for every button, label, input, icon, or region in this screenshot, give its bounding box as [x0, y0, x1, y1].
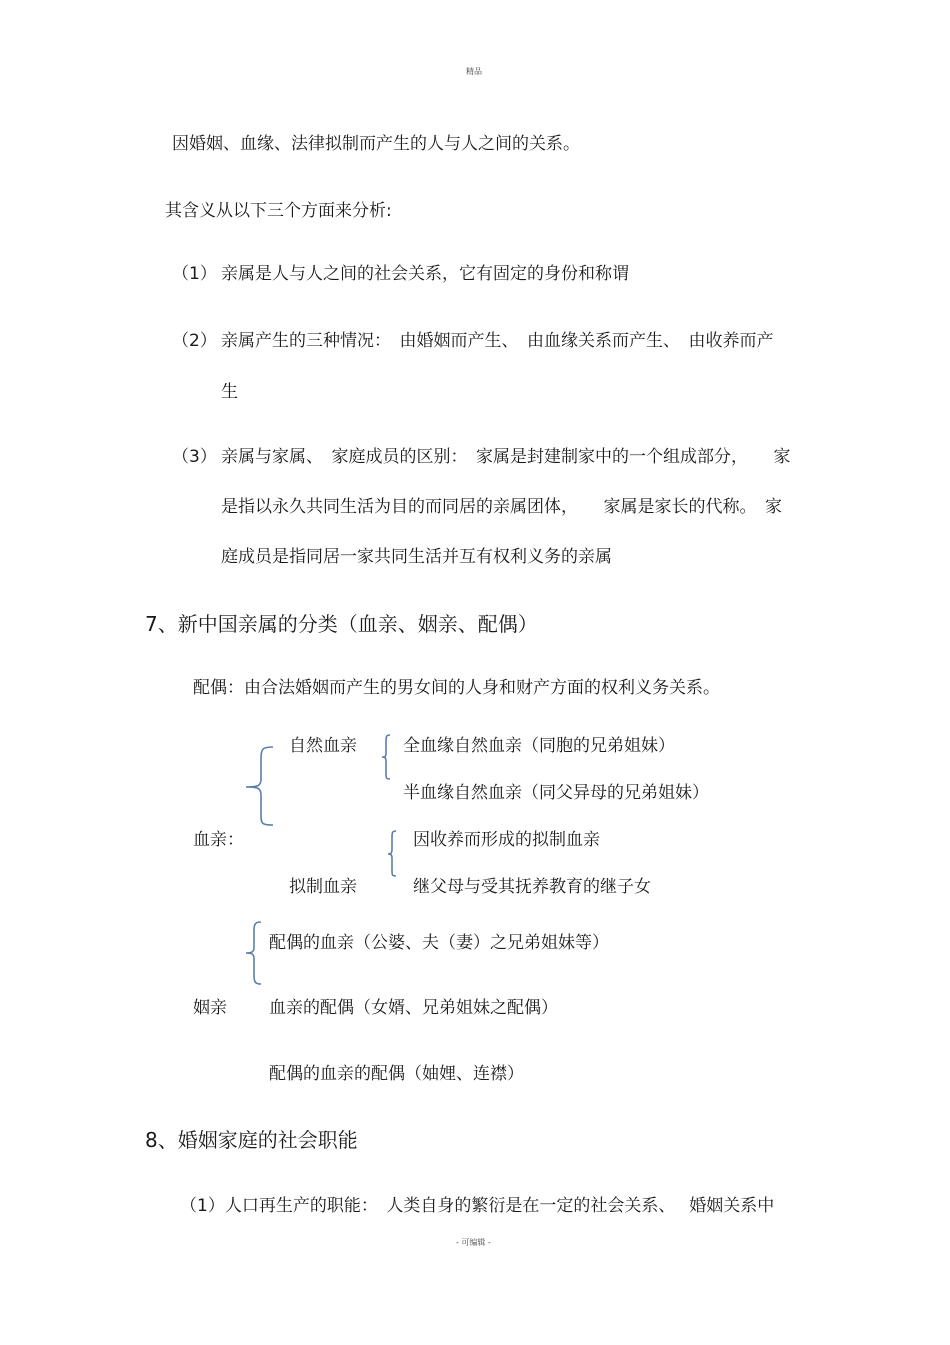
blood-main-brace [240, 745, 280, 827]
point-text: 亲属是人与人之间的社会关系，它有固定的身份和称谓 [221, 264, 629, 284]
legal-blood-item: 继父母与受其抚养教育的继子女 [413, 877, 651, 897]
legal-blood-brace [386, 829, 398, 879]
header-mark: 精品 [466, 67, 482, 76]
natural-blood-item: 全血缘自然血亲（同胞的兄弟姐妹） [403, 736, 675, 756]
point-text: 生 [221, 382, 238, 402]
spouse-definition: 配偶：由合法婚姻而产生的男女间的人身和财产方面的权利义务关系。 [193, 678, 720, 698]
natural-blood-brace [380, 733, 392, 781]
inlaw-brace [243, 920, 265, 986]
natural-blood-item: 半血缘自然血亲（同父异母的兄弟姐妹） [403, 783, 709, 803]
analysis-lead: 其含义从以下三个方面来分析: [165, 201, 392, 221]
inlaw-label: 姻亲 [193, 998, 227, 1018]
point-text: 亲属与家属、 家庭成员的区别： 家属是封建制家中的一个组成部分， 家 [221, 447, 791, 467]
point-text: 亲属产生的三种情况： 由婚姻而产生、 由血缘关系而产生、 由收养而产 [221, 331, 774, 351]
point-text: 庭成员是指同居一家共同生活并互有权利义务的亲属 [221, 547, 612, 567]
inlaw-item: 配偶的血亲（公婆、夫（妻）之兄弟姐妹等） [269, 933, 609, 953]
inlaw-item: 血亲的配偶（女婿、兄弟姐妹之配偶） [269, 998, 558, 1018]
section-heading: 8、婚姻家庭的社会职能 [145, 1128, 358, 1152]
blood-relative-label: 血亲： [193, 830, 244, 850]
footer-mark: - 可编辑 - [456, 1238, 491, 1247]
inlaw-item: 配偶的血亲的配偶（妯娌、连襟） [269, 1064, 524, 1084]
point-text: 是指以永久共同生活为目的而同居的亲属团体， 家属是家长的代称。 家 [221, 497, 782, 517]
point-number: （1） [172, 264, 217, 284]
natural-blood-label: 自然血亲 [289, 736, 357, 756]
section-heading: 7、新中国亲属的分类（血亲、姻亲、配偶） [145, 612, 538, 636]
point-number: （3） [172, 447, 217, 467]
point-number: （2） [172, 331, 217, 351]
social-function-item: （1）人口再生产的职能： 人类自身的繁衍是在一定的社会关系、 婚姻关系中 [180, 1196, 775, 1216]
legal-blood-label: 拟制血亲 [289, 877, 357, 897]
definition-text: 因婚姻、血缘、法律拟制而产生的人与人之间的关系。 [172, 134, 580, 154]
legal-blood-item: 因收养而形成的拟制血亲 [413, 830, 600, 850]
